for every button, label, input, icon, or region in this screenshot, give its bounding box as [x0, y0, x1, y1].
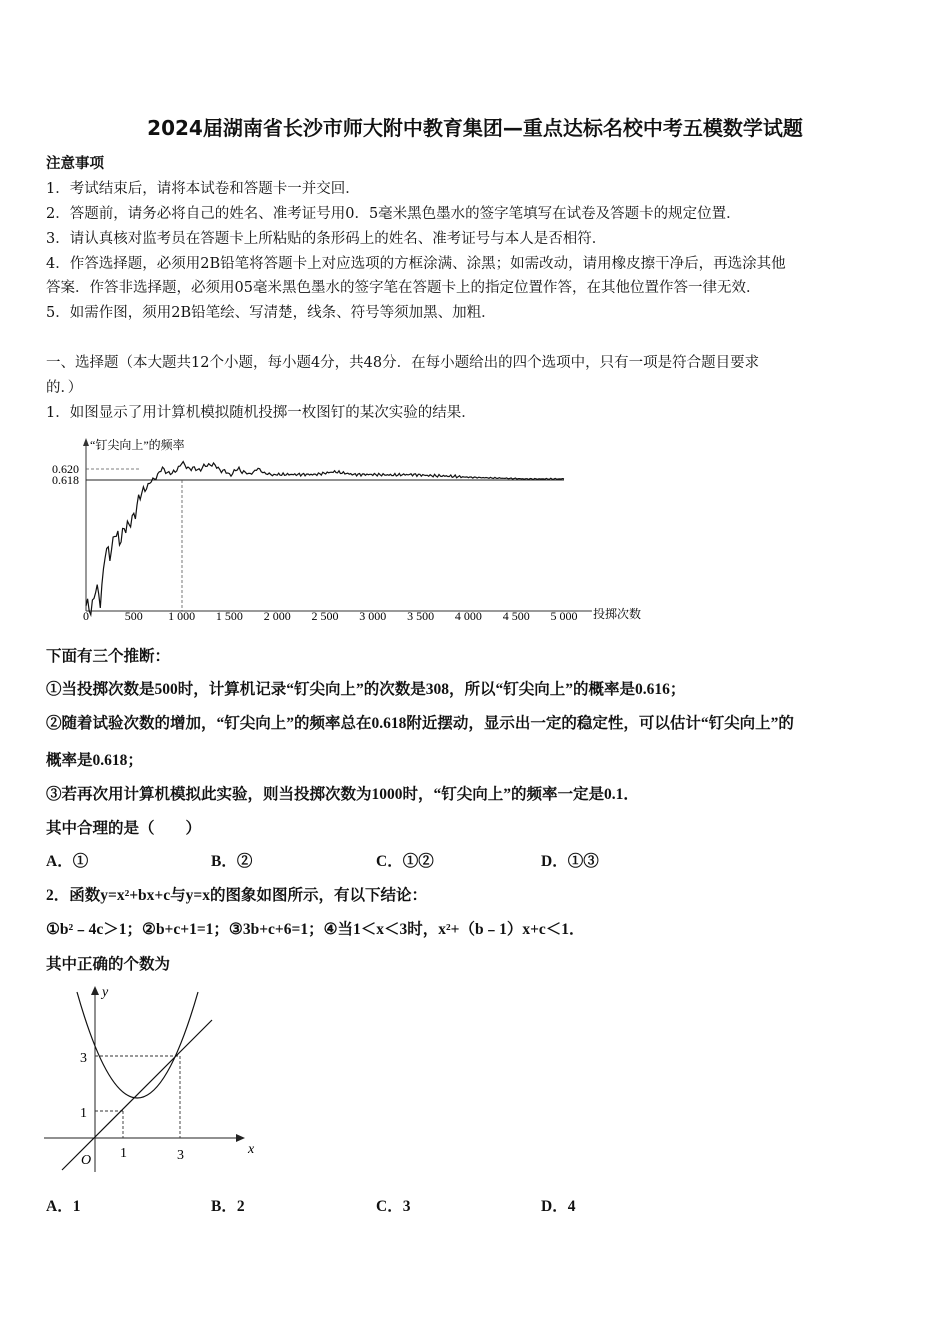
q2-option-a: A．1 [46, 1198, 81, 1215]
page-title: 2024届湖南省长沙市师大附中教育集团—重点达标名校中考五模数学试题 [147, 116, 803, 140]
notice-item: 3．请认真核对监考员在答题卡上所粘贴的条形码上的姓名、准考证号与本人是否相符． [46, 231, 607, 247]
q2-option-b: B．2 [211, 1198, 245, 1215]
notice-item: 1．考试结束后，请将本试卷和答题卡一并交回． [46, 181, 360, 197]
q1-intro: 下面有三个推断： [46, 648, 171, 665]
notice-item: 4．作答选择题，必须用2B铅笔将答题卡上对应选项的方框涂满、涂黑；如需改动，请用橡皮擦干净后，再选涂其他 [46, 256, 786, 272]
x-axis-label: x [248, 1142, 255, 1157]
q1-option-d: D．①③ [541, 853, 599, 870]
x-tick-label: 500 [124, 609, 143, 623]
q1-option-b: B．② [211, 853, 253, 870]
notice-item: 5．如需作图，须用2B铅笔绘、写清楚，线条、符号等须加黑、加粗． [46, 305, 496, 321]
x-tick-label: 1 [120, 1146, 127, 1161]
y-axis-label: y [102, 985, 109, 1000]
q1-statement-1: ①当投掷次数是500时，计算机记录“钉尖向上”的次数是308，所以“钉尖向上”的概率是0.616； [46, 681, 686, 698]
notice-heading: 注意事项 [46, 155, 104, 172]
x-tick-label: 3 [177, 1148, 184, 1163]
x-tick-label: 2 000 [263, 609, 291, 623]
q1-option-a: A．① [46, 853, 89, 870]
chart-title: “钉尖向上”的频率 [90, 438, 185, 452]
q2-option-d: D．4 [541, 1198, 576, 1215]
origin-label: O [81, 1153, 92, 1168]
q2-stem: 2．函数y=x²+bx+c与y=x的图象如图所示，有以下结论： [46, 887, 427, 904]
x-axis-label: 投掷次数 [593, 607, 642, 621]
y-axis-arrow [91, 986, 99, 995]
notice-item: 答案．作答非选择题，必须用05毫米黑色墨水的签字笔在答题卡上的指定位置作答，在其他位置作答一律无效． [46, 280, 761, 296]
x-tick-label: 3 500 [407, 609, 435, 623]
line-y-eq-x [62, 1020, 212, 1170]
q2-ask: 其中正确的个数为 [46, 956, 171, 973]
q1-ask: 其中合理的是（ ） [46, 820, 202, 837]
x-tick-label: 1 500 [215, 609, 243, 623]
y-tick-label: 0.618 [52, 473, 79, 487]
x-axis-arrow [236, 1134, 245, 1142]
q2-conclusions: ①b²﹣4c＞1；②b+c+1=1；③3b+c+6=1；④当1＜x＜3时，x²+（b﹣1）x+c＜1． [46, 921, 585, 938]
x-tick-label: 0 [83, 609, 89, 623]
q1-stem: 1．如图显示了用计算机模拟随机投掷一枚图钉的某次实验的结果． [46, 405, 476, 421]
x-tick-label: 4 500 [502, 609, 530, 623]
frequency-chart [44, 432, 660, 628]
y-axis-arrow [83, 438, 89, 446]
x-tick-label: 1 000 [168, 609, 196, 623]
q1-statement-3: ③若再次用计算机模拟此实验，则当投掷次数为1000时，“钉尖向上”的频率一定是0.1． [46, 786, 639, 803]
notice-item: 2．答题前，请务必将自己的姓名、准考证号用0．5毫米黑色墨水的签字笔填写在试卷及答题卡的规定位置． [46, 206, 741, 222]
y-tick-label: 0.620 [52, 462, 79, 476]
y-tick-label: 3 [80, 1051, 87, 1066]
series-line [86, 462, 564, 615]
x-tick-label: 5 000 [550, 609, 578, 623]
x-tick-label: 2 500 [311, 609, 339, 623]
q2-option-c: C．3 [376, 1198, 411, 1215]
function-graph [40, 980, 270, 1180]
q1-statement-2-cont: 概率是0.618； [46, 752, 143, 769]
section-heading: 一、选择题（本大题共12个小题，每小题4分，共48分．在每小题给出的四个选项中，只有一项是符合题目要求 [46, 355, 760, 371]
y-tick-label: 1 [80, 1106, 87, 1121]
x-tick-label: 4 000 [454, 609, 482, 623]
q1-statement-2: ②随着试验次数的增加，“钉尖向上”的频率总在0.618附近摆动，显示出一定的稳定性，可以估计“钉尖向上”的 [46, 715, 794, 732]
section-heading-cont: 的．） [46, 380, 83, 396]
x-tick-label: 3 000 [359, 609, 387, 623]
q1-option-c: C．①② [376, 853, 434, 870]
